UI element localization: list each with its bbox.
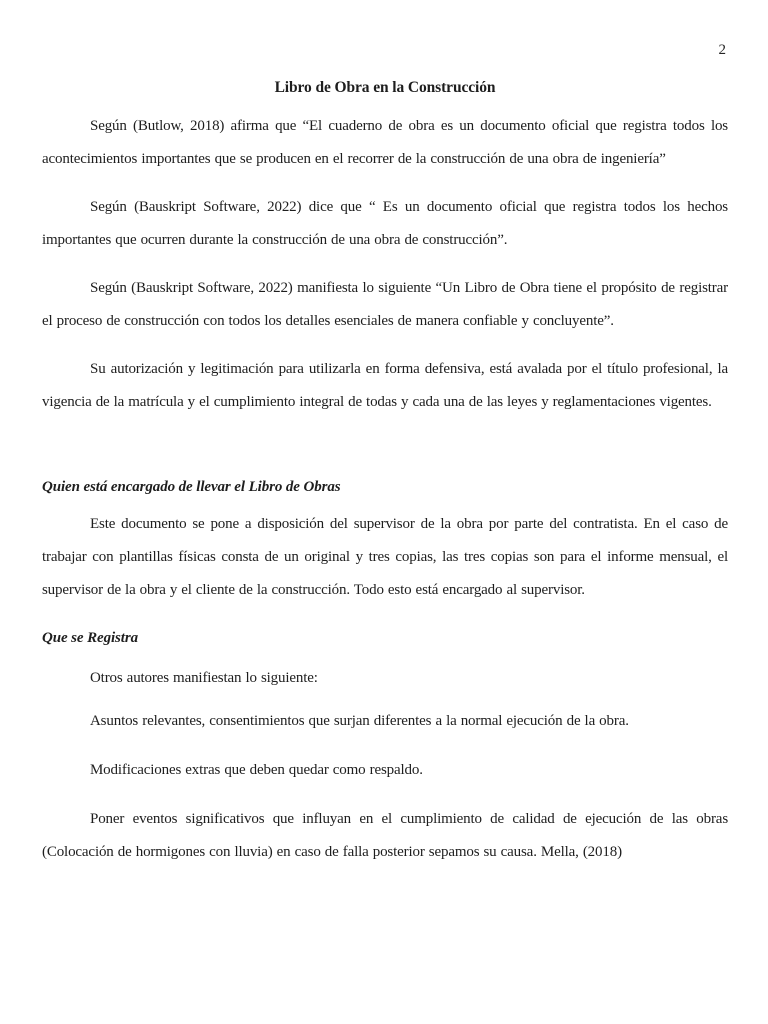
- heading-who-keeps-logbook: Quien está encargado de llevar el Libro de Obras: [42, 479, 341, 495]
- paragraph-butlow-quote: Según (Butlow, 2018) afirma que “El cuaderno de obra es un documento oficial que registra todos los acontecimientos importantes que se producen en el recorrer de la construcción de una obra de ingeniería”: [42, 118, 728, 167]
- paragraph-bauskript-quote-2: Según (Bauskript Software, 2022) manifiesta lo siguiente “Un Libro de Obra tiene el propósito de registrar el proceso de construcción con todos los detalles esenciales de manera confiable y concluyente”.: [42, 280, 728, 329]
- paragraph-extra-modifications: Modificaciones extras que deben quedar como respaldo.: [90, 762, 423, 778]
- paragraph-relevant-matters: Asuntos relevantes, consentimientos que surjan diferentes a la normal ejecución de la obra.: [90, 713, 629, 729]
- paragraph-supervisor-copies: Este documento se pone a disposición del supervisor de la obra por parte del contratista. En el caso de trabajar con plantillas físicas consta de un original y tres copias, las tres copias son para el informe mensual, el supervisor de la obra y el cliente de la construcción. Todo esto está encargado al supervisor.: [42, 516, 728, 598]
- paragraph-significant-events: Poner eventos significativos que influyan en el cumplimiento de calidad de ejecución de las obras (Colocación de hormigones con lluvia) en caso de falla posterior sepamos su causa. Mella, (2018): [42, 811, 728, 860]
- heading-what-is-recorded: Que se Registra: [42, 630, 139, 646]
- paragraph-other-authors-intro: Otros autores manifiestan lo siguiente:: [90, 670, 318, 686]
- paragraph-authorization: Su autorización y legitimación para utilizarla en forma defensiva, está avalada por el título profesional, la vigencia de la matrícula y el cumplimiento integral de todas y cada una de las leyes y reglamentaciones vigentes.: [42, 361, 728, 410]
- paragraph-bauskript-quote-1: Según (Bauskript Software, 2022) dice que “ Es un documento oficial que registra todos los hechos importantes que ocurren durante la construcción de una obra de construcción”.: [42, 199, 728, 248]
- page-number: 2: [718, 42, 726, 58]
- document-title: Libro de Obra en la Construcción: [274, 79, 496, 96]
